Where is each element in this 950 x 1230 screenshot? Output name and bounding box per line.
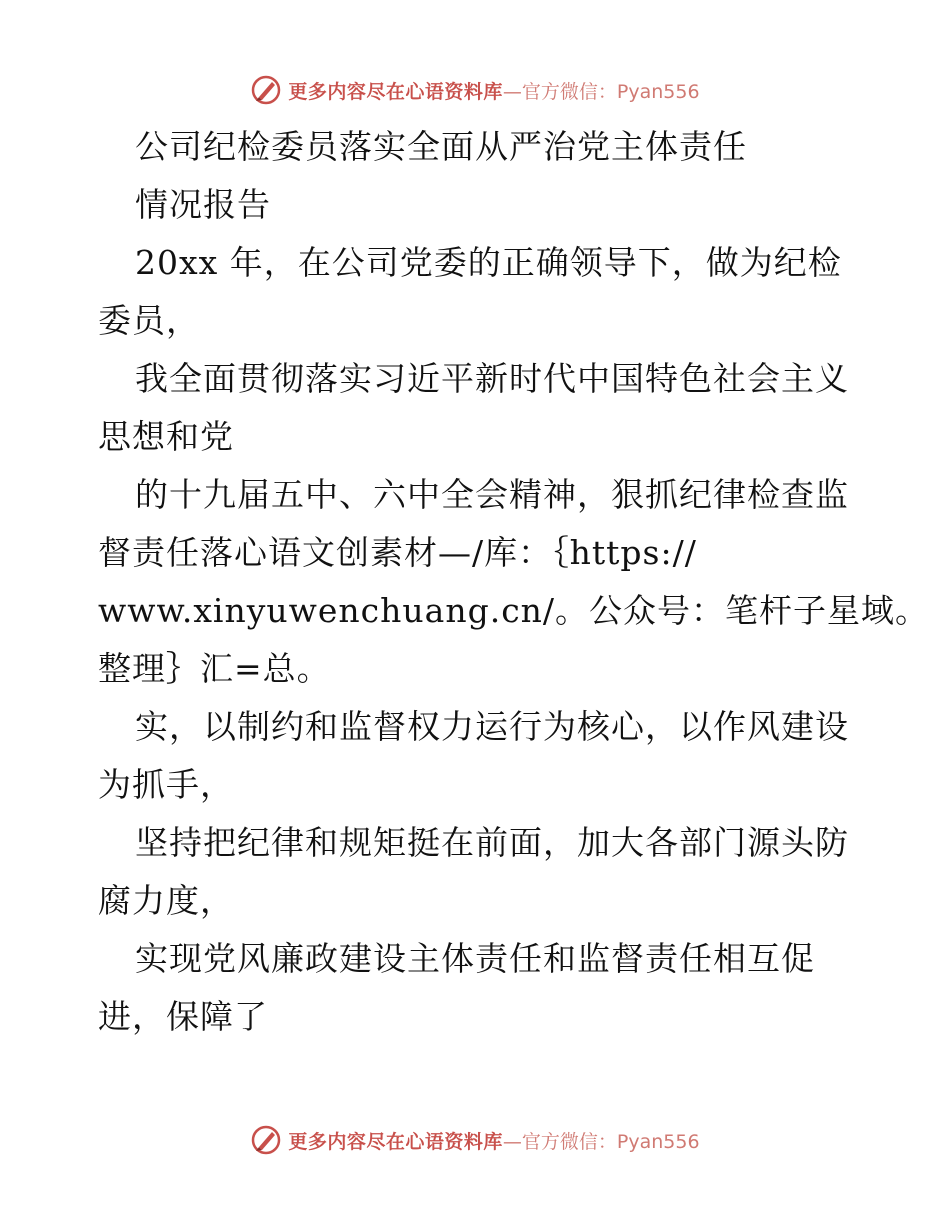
paragraph-1-line-2: 委员， bbox=[98, 301, 200, 340]
paragraph-3-line-3: www.xinyuwenchuang.cn/。公众号：笔杆子星域。 bbox=[98, 591, 930, 630]
header-banner bbox=[0, 72, 950, 108]
paragraph-6-line-1: 实现党风廉政建设主体责任和监督责任相互促 bbox=[135, 939, 815, 978]
footer-banner bbox=[0, 1122, 950, 1158]
paragraph-3-line-1: 的十九届五中、六中全会精神，狠抓纪律检查监 bbox=[135, 475, 849, 514]
title-line-1: 公司纪检委员落实全面从严治党主体责任 bbox=[135, 127, 747, 166]
banner-suffix: —官方微信：Pyan556 bbox=[502, 80, 700, 103]
paragraph-3-line-4: 整理｝汇=总。 bbox=[98, 649, 331, 688]
paragraph-2-line-2: 思想和党 bbox=[98, 417, 234, 456]
paragraph-5-line-2: 腐力度， bbox=[98, 881, 234, 920]
banner-suffix: —官方微信：Pyan556 bbox=[502, 1130, 700, 1153]
pen-logo-icon bbox=[250, 74, 282, 106]
banner-text: 更多内容尽在心语资料库 bbox=[288, 1130, 503, 1153]
pen-logo-icon bbox=[250, 1124, 282, 1156]
paragraph-5-line-1: 坚持把纪律和规矩挺在前面，加大各部门源头防 bbox=[135, 823, 849, 862]
title-line-2: 情况报告 bbox=[135, 185, 271, 224]
paragraph-6-line-2: 进，保障了 bbox=[98, 997, 268, 1036]
paragraph-4-line-1: 实，以制约和监督权力运行为核心，以作风建设 bbox=[135, 707, 849, 746]
paragraph-2-line-1: 我全面贯彻落实习近平新时代中国特色社会主义 bbox=[135, 359, 849, 398]
paragraph-1-line-1: 20xx 年，在公司党委的正确领导下，做为纪检 bbox=[135, 243, 842, 282]
document-body bbox=[98, 118, 930, 1046]
banner-text: 更多内容尽在心语资料库 bbox=[288, 80, 503, 103]
paragraph-3-line-2: 督责任落心语文创素材—/库：｛https:// bbox=[98, 533, 697, 572]
paragraph-4-line-2: 为抓手， bbox=[98, 765, 234, 804]
